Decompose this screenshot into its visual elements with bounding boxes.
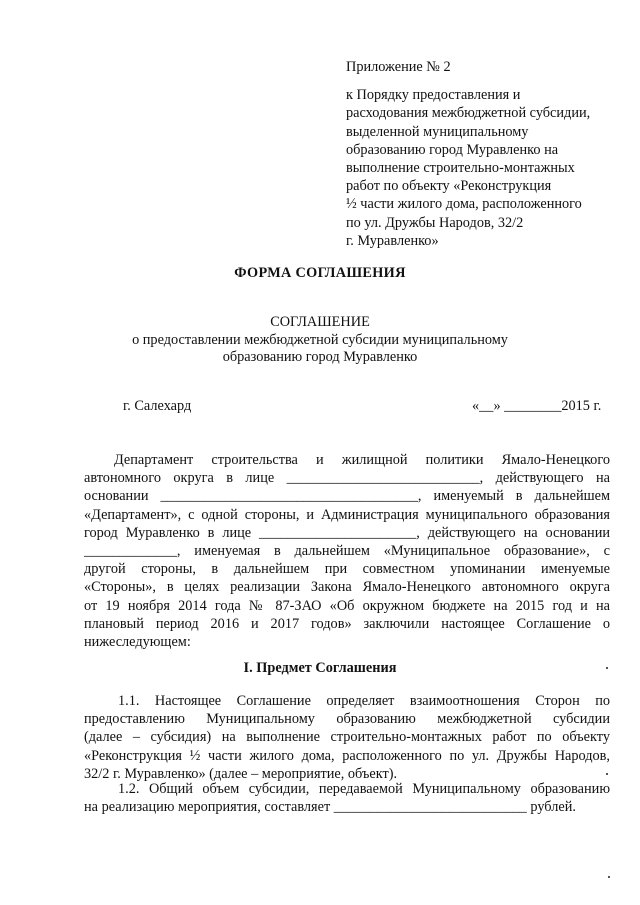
- place-of-signing: г. Салехард: [123, 398, 192, 414]
- signing-date: «__» ________2015 г.: [472, 398, 602, 414]
- clause-line: 1.2. Общий объем субсидии, передаваемой Муниципальному образованию: [118, 781, 610, 797]
- agreement-title: СОГЛАШЕНИЕ: [270, 314, 370, 330]
- appendix-header: [346, 58, 616, 250]
- appendix-line: по ул. Дружбы Народов, 32/2: [346, 214, 524, 231]
- preamble-line: _____________, именуемая в дальнейшем «Муниципальное образование», с: [84, 542, 610, 559]
- appendix-line: выделенной муниципальному: [346, 123, 529, 140]
- clause-1-1: [84, 692, 610, 783]
- preamble-line: «Департамент», с одной стороны, и Администрация муниципального образования: [84, 506, 610, 523]
- appendix-line: выполнение строительно-монтажных: [346, 160, 575, 177]
- agreement-subtitle-line: образованию город Муравленко: [222, 349, 418, 365]
- clause-line: (далее – субсидия) на выполнение строительно-монтажных работ по объекту: [84, 729, 610, 746]
- preamble-line: основании ____________________________________, именуемый в дальнейшем: [84, 488, 610, 505]
- section-title: I. Предмет Соглашения: [243, 660, 397, 676]
- preamble-line: автономного округа в лице ___________________________, действующего на: [84, 470, 610, 487]
- preamble-line: нижеследующем:: [84, 633, 191, 650]
- clause-line: на реализацию мероприятия, составляет ___________________________ рублей.: [84, 799, 576, 816]
- clause-line: 32/2 г. Муравленко» (далее – мероприятие, объект).: [84, 765, 398, 782]
- appendix-line: расходования межбюджетной субсидии,: [346, 105, 591, 122]
- appendix-line: работ по объекту «Реконструкция: [346, 178, 552, 195]
- scan-speck: [608, 876, 610, 878]
- clause-line: 1.1. Настоящее Соглашение определяет взаимоотношения Сторон по: [118, 693, 610, 709]
- appendix-line: г. Муравленко»: [346, 232, 439, 249]
- appendix-number: Приложение № 2: [346, 59, 451, 75]
- preamble-line: Департамент строительства и жилищной политики Ямало-Ненецкого: [114, 452, 610, 468]
- clause-1-2: [84, 780, 610, 816]
- clause-line: предоставлению Муниципальному образованию межбюджетной субсидии: [84, 711, 610, 728]
- preamble-line: «Стороны», в целях реализации Закона Ямало-Ненецкого автономного округа: [84, 579, 610, 596]
- appendix-line: к Порядку предоставления и: [346, 87, 521, 104]
- preamble-paragraph: [84, 451, 610, 651]
- clause-line: «Реконструкция ½ части жилого дома, расположенного по ул. Дружбы Народов,: [84, 747, 610, 764]
- appendix-line: ½ части жилого дома, расположенного: [346, 196, 582, 213]
- scan-speck: [606, 773, 608, 775]
- agreement-subtitle-line: о предоставлении межбюджетной субсидии муниципальному: [132, 331, 508, 348]
- scan-speck: [606, 667, 608, 669]
- appendix-line: образованию город Муравленко на: [346, 141, 559, 158]
- preamble-line: плановый период 2016 и 2017 годов» заключили настоящее Соглашение о: [84, 615, 610, 632]
- preamble-line: город Муравленко в лице ______________________, действующего на основании: [84, 524, 610, 541]
- form-title: ФОРМА СОГЛАШЕНИЯ: [234, 265, 406, 281]
- preamble-line: другой стороны, в дальнейшем при совместном упоминании именуемые: [84, 561, 610, 578]
- preamble-line: от 19 ноября 2014 года № 87-ЗАО «Об окружном бюджете на 2015 год и на: [84, 597, 610, 614]
- agreement-heading: [0, 314, 640, 367]
